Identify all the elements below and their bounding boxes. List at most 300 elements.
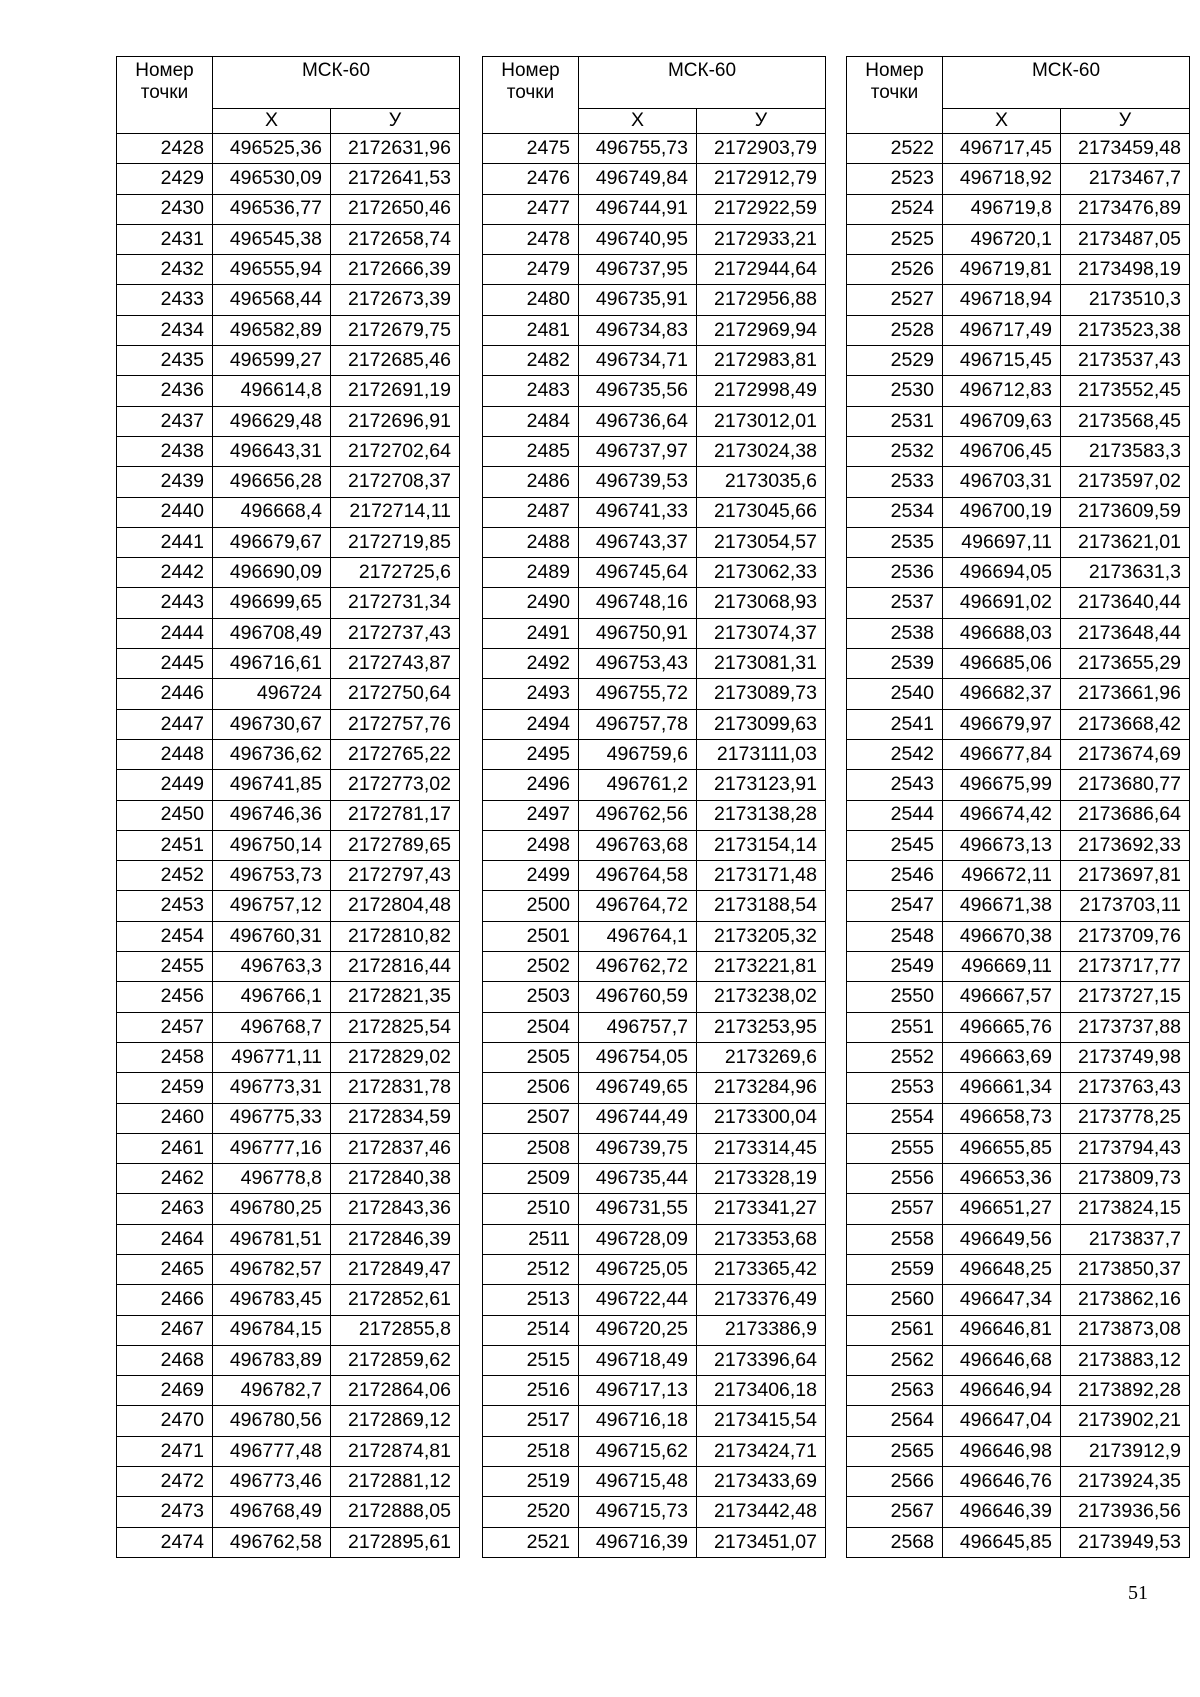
y-coordinate-cell: 2173924,35 bbox=[1061, 1467, 1190, 1497]
point-number-cell: 2456 bbox=[117, 982, 213, 1012]
y-coordinate-cell: 2173406,18 bbox=[697, 1376, 826, 1406]
table-row bbox=[847, 315, 1190, 345]
x-coordinate-cell: 496719,81 bbox=[943, 255, 1061, 285]
table-row bbox=[483, 1527, 826, 1557]
y-coordinate-cell: 2172843,36 bbox=[331, 1194, 460, 1224]
point-number-cell: 2502 bbox=[483, 952, 579, 982]
table-row bbox=[483, 436, 826, 466]
point-number-cell: 2470 bbox=[117, 1406, 213, 1436]
table-row bbox=[117, 497, 460, 527]
point-number-cell: 2468 bbox=[117, 1345, 213, 1375]
table-row bbox=[847, 346, 1190, 376]
x-coordinate-cell: 496762,72 bbox=[579, 952, 697, 982]
point-number-cell: 2566 bbox=[847, 1467, 943, 1497]
point-number-header bbox=[117, 57, 213, 134]
point-number-cell: 2540 bbox=[847, 679, 943, 709]
y-coordinate-cell: 2173062,33 bbox=[697, 558, 826, 588]
x-coordinate-cell: 496720,1 bbox=[943, 224, 1061, 254]
y-coordinate-cell: 2173205,32 bbox=[697, 921, 826, 951]
table-row bbox=[117, 558, 460, 588]
x-coordinate-cell: 496675,99 bbox=[943, 770, 1061, 800]
y-coordinate-cell: 2172998,49 bbox=[697, 376, 826, 406]
x-coordinate-cell: 496757,78 bbox=[579, 709, 697, 739]
y-coordinate-cell: 2173081,31 bbox=[697, 649, 826, 679]
table-row bbox=[483, 376, 826, 406]
page-number: 51 bbox=[1128, 1582, 1148, 1604]
y-coordinate-cell: 2172834,59 bbox=[331, 1103, 460, 1133]
y-coordinate-cell: 2173154,14 bbox=[697, 830, 826, 860]
x-coordinate-cell: 496674,42 bbox=[943, 800, 1061, 830]
x-coordinate-cell: 496663,69 bbox=[943, 1042, 1061, 1072]
x-coordinate-cell: 496784,15 bbox=[213, 1315, 331, 1345]
point-number-cell: 2535 bbox=[847, 527, 943, 557]
x-coordinate-cell: 496735,44 bbox=[579, 1164, 697, 1194]
x-coordinate-cell: 496646,68 bbox=[943, 1345, 1061, 1375]
point-number-cell: 2506 bbox=[483, 1073, 579, 1103]
point-number-cell: 2440 bbox=[117, 497, 213, 527]
y-coordinate-cell: 2173902,21 bbox=[1061, 1406, 1190, 1436]
table-row bbox=[847, 952, 1190, 982]
y-coordinate-cell: 2172969,94 bbox=[697, 315, 826, 345]
x-coordinate-cell: 496670,38 bbox=[943, 921, 1061, 951]
table-row bbox=[483, 952, 826, 982]
table-row bbox=[847, 1103, 1190, 1133]
x-coordinate-cell: 496741,33 bbox=[579, 497, 697, 527]
point-number-cell: 2513 bbox=[483, 1285, 579, 1315]
point-number-cell: 2465 bbox=[117, 1254, 213, 1284]
y-coordinate-cell: 2172731,34 bbox=[331, 588, 460, 618]
point-number-label: Номер точки bbox=[501, 60, 560, 103]
point-number-cell: 2497 bbox=[483, 800, 579, 830]
point-number-cell: 2555 bbox=[847, 1133, 943, 1163]
y-coordinate-cell: 2173074,37 bbox=[697, 618, 826, 648]
x-coordinate-cell: 496718,94 bbox=[943, 285, 1061, 315]
y-coordinate-cell: 2173583,3 bbox=[1061, 436, 1190, 466]
y-coordinate-cell: 2172895,61 bbox=[331, 1527, 460, 1557]
x-coordinate-cell: 496649,56 bbox=[943, 1224, 1061, 1254]
point-number-cell: 2429 bbox=[117, 164, 213, 194]
table-row bbox=[847, 891, 1190, 921]
table-row bbox=[483, 830, 826, 860]
table-row bbox=[847, 770, 1190, 800]
y-coordinate-cell: 2172859,62 bbox=[331, 1345, 460, 1375]
y-coordinate-cell: 2172702,64 bbox=[331, 436, 460, 466]
y-coordinate-cell: 2173892,28 bbox=[1061, 1376, 1190, 1406]
table-row bbox=[117, 770, 460, 800]
y-coordinate-cell: 2172933,21 bbox=[697, 224, 826, 254]
y-coordinate-cell: 2173862,16 bbox=[1061, 1285, 1190, 1315]
y-coordinate-cell: 2172691,19 bbox=[331, 376, 460, 406]
point-number-cell: 2446 bbox=[117, 679, 213, 709]
table-row bbox=[847, 1194, 1190, 1224]
point-number-header bbox=[847, 57, 943, 134]
x-coordinate-cell: 496655,85 bbox=[943, 1133, 1061, 1163]
x-coordinate-cell: 496555,94 bbox=[213, 255, 331, 285]
table-row bbox=[847, 1224, 1190, 1254]
x-coordinate-cell: 496735,91 bbox=[579, 285, 697, 315]
point-number-cell: 2448 bbox=[117, 739, 213, 769]
x-coordinate-cell: 496668,4 bbox=[213, 497, 331, 527]
point-number-cell: 2484 bbox=[483, 406, 579, 436]
x-coordinate-cell: 496745,64 bbox=[579, 558, 697, 588]
table-row bbox=[117, 1527, 460, 1557]
table-row bbox=[847, 1164, 1190, 1194]
x-coordinate-cell: 496741,85 bbox=[213, 770, 331, 800]
point-number-cell: 2560 bbox=[847, 1285, 943, 1315]
y-coordinate-cell: 2173949,53 bbox=[1061, 1527, 1190, 1557]
y-coordinate-cell: 2173328,19 bbox=[697, 1164, 826, 1194]
x-coordinate-cell: 496740,95 bbox=[579, 224, 697, 254]
point-number-cell: 2452 bbox=[117, 861, 213, 891]
table-row bbox=[847, 1315, 1190, 1345]
y-coordinate-cell: 2172983,81 bbox=[697, 346, 826, 376]
table-row bbox=[847, 1497, 1190, 1527]
point-number-cell: 2519 bbox=[483, 1467, 579, 1497]
y-coordinate-cell: 2172869,12 bbox=[331, 1406, 460, 1436]
point-number-cell: 2503 bbox=[483, 982, 579, 1012]
x-coordinate-cell: 496715,45 bbox=[943, 346, 1061, 376]
x-coordinate-cell: 496725,05 bbox=[579, 1254, 697, 1284]
table-row bbox=[117, 891, 460, 921]
table-row bbox=[847, 1042, 1190, 1072]
point-number-cell: 2459 bbox=[117, 1073, 213, 1103]
point-number-cell: 2563 bbox=[847, 1376, 943, 1406]
y-coordinate-cell: 2173188,54 bbox=[697, 891, 826, 921]
table-row bbox=[117, 1315, 460, 1345]
y-coordinate-cell: 2173668,42 bbox=[1061, 709, 1190, 739]
coordinates-table-2 bbox=[482, 56, 826, 1558]
y-coordinate-cell: 2173621,01 bbox=[1061, 527, 1190, 557]
y-coordinate-cell: 2172658,74 bbox=[331, 224, 460, 254]
x-coordinate-cell: 496715,62 bbox=[579, 1436, 697, 1466]
point-number-cell: 2541 bbox=[847, 709, 943, 739]
table-row bbox=[847, 618, 1190, 648]
point-number-cell: 2462 bbox=[117, 1164, 213, 1194]
x-coordinate-cell: 496706,45 bbox=[943, 436, 1061, 466]
y-coordinate-cell: 2172714,11 bbox=[331, 497, 460, 527]
point-number-cell: 2533 bbox=[847, 467, 943, 497]
table-row bbox=[847, 1436, 1190, 1466]
point-number-cell: 2492 bbox=[483, 649, 579, 679]
y-coordinate-cell: 2172631,96 bbox=[331, 134, 460, 164]
x-coordinate-cell: 496646,76 bbox=[943, 1467, 1061, 1497]
y-coordinate-cell: 2173568,45 bbox=[1061, 406, 1190, 436]
table-row bbox=[847, 709, 1190, 739]
x-coordinate-cell: 496718,92 bbox=[943, 164, 1061, 194]
coordinate-system-header: МСК-60 bbox=[943, 57, 1190, 109]
x-coordinate-cell: 496697,11 bbox=[943, 527, 1061, 557]
x-coordinate-cell: 496749,84 bbox=[579, 164, 697, 194]
table-row bbox=[847, 649, 1190, 679]
table-row bbox=[847, 164, 1190, 194]
x-coordinate-cell: 496677,84 bbox=[943, 739, 1061, 769]
x-coordinate-cell: 496646,94 bbox=[943, 1376, 1061, 1406]
coordinate-system-header: МСК-60 bbox=[579, 57, 826, 109]
x-coordinate-cell: 496690,09 bbox=[213, 558, 331, 588]
x-coordinate-cell: 496682,37 bbox=[943, 679, 1061, 709]
table-row bbox=[117, 1012, 460, 1042]
x-coordinate-cell: 496671,38 bbox=[943, 891, 1061, 921]
point-number-cell: 2527 bbox=[847, 285, 943, 315]
x-coordinate-cell: 496781,51 bbox=[213, 1224, 331, 1254]
x-coordinate-cell: 496712,83 bbox=[943, 376, 1061, 406]
y-coordinate-cell: 2172789,65 bbox=[331, 830, 460, 860]
point-number-cell: 2432 bbox=[117, 255, 213, 285]
y-column-header: У bbox=[331, 109, 460, 134]
point-number-cell: 2545 bbox=[847, 830, 943, 860]
y-coordinate-cell: 2172737,43 bbox=[331, 618, 460, 648]
x-coordinate-cell: 496653,36 bbox=[943, 1164, 1061, 1194]
point-number-cell: 2523 bbox=[847, 164, 943, 194]
x-coordinate-cell: 496762,56 bbox=[579, 800, 697, 830]
table-row bbox=[483, 679, 826, 709]
x-coordinate-cell: 496753,73 bbox=[213, 861, 331, 891]
point-number-cell: 2444 bbox=[117, 618, 213, 648]
table-row bbox=[117, 588, 460, 618]
table-row bbox=[483, 134, 826, 164]
x-coordinate-cell: 496754,05 bbox=[579, 1042, 697, 1072]
y-coordinate-cell: 2173850,37 bbox=[1061, 1254, 1190, 1284]
table-row bbox=[117, 1345, 460, 1375]
y-coordinate-cell: 2173284,96 bbox=[697, 1073, 826, 1103]
point-number-cell: 2520 bbox=[483, 1497, 579, 1527]
x-coordinate-cell: 496673,13 bbox=[943, 830, 1061, 860]
x-coordinate-cell: 496699,65 bbox=[213, 588, 331, 618]
table-row bbox=[483, 1315, 826, 1345]
point-number-cell: 2522 bbox=[847, 134, 943, 164]
x-coordinate-cell: 496780,56 bbox=[213, 1406, 331, 1436]
y-coordinate-cell: 2173778,25 bbox=[1061, 1103, 1190, 1133]
x-coordinate-cell: 496647,34 bbox=[943, 1285, 1061, 1315]
point-number-cell: 2428 bbox=[117, 134, 213, 164]
y-coordinate-cell: 2173451,07 bbox=[697, 1527, 826, 1557]
table-row bbox=[117, 406, 460, 436]
y-coordinate-cell: 2173697,81 bbox=[1061, 861, 1190, 891]
y-coordinate-cell: 2173510,3 bbox=[1061, 285, 1190, 315]
table-row bbox=[847, 1285, 1190, 1315]
x-coordinate-cell: 496750,14 bbox=[213, 830, 331, 860]
table-row bbox=[483, 527, 826, 557]
y-coordinate-cell: 2173459,48 bbox=[1061, 134, 1190, 164]
x-coordinate-cell: 496665,76 bbox=[943, 1012, 1061, 1042]
x-coordinate-cell: 496731,55 bbox=[579, 1194, 697, 1224]
point-number-cell: 2496 bbox=[483, 770, 579, 800]
y-coordinate-cell: 2173238,02 bbox=[697, 982, 826, 1012]
x-coordinate-cell: 496672,11 bbox=[943, 861, 1061, 891]
y-coordinate-cell: 2173763,43 bbox=[1061, 1073, 1190, 1103]
point-number-cell: 2557 bbox=[847, 1194, 943, 1224]
point-number-cell: 2435 bbox=[117, 346, 213, 376]
point-number-cell: 2493 bbox=[483, 679, 579, 709]
x-coordinate-cell: 496736,64 bbox=[579, 406, 697, 436]
table-row bbox=[483, 406, 826, 436]
point-number-cell: 2491 bbox=[483, 618, 579, 648]
y-coordinate-cell: 2172821,35 bbox=[331, 982, 460, 1012]
y-coordinate-cell: 2173717,77 bbox=[1061, 952, 1190, 982]
table-row bbox=[117, 467, 460, 497]
point-number-cell: 2469 bbox=[117, 1376, 213, 1406]
point-number-cell: 2431 bbox=[117, 224, 213, 254]
x-coordinate-cell: 496762,58 bbox=[213, 1527, 331, 1557]
table-row bbox=[117, 527, 460, 557]
y-coordinate-cell: 2172829,02 bbox=[331, 1042, 460, 1072]
table-row bbox=[847, 1376, 1190, 1406]
y-coordinate-cell: 2173353,68 bbox=[697, 1224, 826, 1254]
point-number-cell: 2510 bbox=[483, 1194, 579, 1224]
x-coordinate-cell: 496688,03 bbox=[943, 618, 1061, 648]
point-number-cell: 2544 bbox=[847, 800, 943, 830]
point-number-cell: 2436 bbox=[117, 376, 213, 406]
y-column-header: У bbox=[1061, 109, 1190, 134]
x-coordinate-cell: 496718,49 bbox=[579, 1345, 697, 1375]
table-row bbox=[483, 194, 826, 224]
y-coordinate-cell: 2172679,75 bbox=[331, 315, 460, 345]
x-coordinate-cell: 496783,89 bbox=[213, 1345, 331, 1375]
point-number-cell: 2534 bbox=[847, 497, 943, 527]
point-number-cell: 2451 bbox=[117, 830, 213, 860]
x-coordinate-cell: 496679,67 bbox=[213, 527, 331, 557]
table-row bbox=[483, 982, 826, 1012]
point-number-cell: 2518 bbox=[483, 1436, 579, 1466]
x-coordinate-cell: 496764,72 bbox=[579, 891, 697, 921]
coordinate-system-header: МСК-60 bbox=[213, 57, 460, 109]
point-number-cell: 2516 bbox=[483, 1376, 579, 1406]
y-coordinate-cell: 2173386,9 bbox=[697, 1315, 826, 1345]
point-number-cell: 2512 bbox=[483, 1254, 579, 1284]
point-number-cell: 2490 bbox=[483, 588, 579, 618]
x-coordinate-cell: 496715,73 bbox=[579, 1497, 697, 1527]
table-row bbox=[117, 1467, 460, 1497]
point-number-cell: 2564 bbox=[847, 1406, 943, 1436]
x-coordinate-cell: 496750,91 bbox=[579, 618, 697, 648]
y-coordinate-cell: 2172673,39 bbox=[331, 285, 460, 315]
y-coordinate-cell: 2173476,89 bbox=[1061, 194, 1190, 224]
point-number-cell: 2450 bbox=[117, 800, 213, 830]
x-coordinate-cell: 496749,65 bbox=[579, 1073, 697, 1103]
table-row bbox=[483, 861, 826, 891]
table-row bbox=[847, 1012, 1190, 1042]
point-number-cell: 2474 bbox=[117, 1527, 213, 1557]
point-number-cell: 2498 bbox=[483, 830, 579, 860]
x-coordinate-cell: 496773,46 bbox=[213, 1467, 331, 1497]
table-row bbox=[117, 1042, 460, 1072]
y-coordinate-cell: 2173686,64 bbox=[1061, 800, 1190, 830]
point-number-cell: 2486 bbox=[483, 467, 579, 497]
point-number-cell: 2457 bbox=[117, 1012, 213, 1042]
y-coordinate-cell: 2172852,61 bbox=[331, 1285, 460, 1315]
table-row bbox=[483, 285, 826, 315]
table-row bbox=[847, 134, 1190, 164]
table-row bbox=[117, 134, 460, 164]
x-coordinate-cell: 496763,3 bbox=[213, 952, 331, 982]
y-coordinate-cell: 2173609,59 bbox=[1061, 497, 1190, 527]
x-coordinate-cell: 496777,16 bbox=[213, 1133, 331, 1163]
x-coordinate-cell: 496536,77 bbox=[213, 194, 331, 224]
table-row bbox=[483, 1224, 826, 1254]
table-row bbox=[117, 436, 460, 466]
point-number-cell: 2472 bbox=[117, 1467, 213, 1497]
x-coordinate-cell: 496700,19 bbox=[943, 497, 1061, 527]
y-coordinate-cell: 2173467,7 bbox=[1061, 164, 1190, 194]
y-coordinate-cell: 2173523,38 bbox=[1061, 315, 1190, 345]
point-number-cell: 2499 bbox=[483, 861, 579, 891]
table-row bbox=[847, 830, 1190, 860]
y-coordinate-cell: 2172849,47 bbox=[331, 1254, 460, 1284]
x-coordinate-cell: 496717,45 bbox=[943, 134, 1061, 164]
table-row bbox=[117, 1254, 460, 1284]
point-number-cell: 2548 bbox=[847, 921, 943, 951]
point-number-cell: 2437 bbox=[117, 406, 213, 436]
table-row bbox=[483, 1254, 826, 1284]
table-row bbox=[483, 1345, 826, 1375]
y-coordinate-cell: 2173024,38 bbox=[697, 436, 826, 466]
table-row bbox=[117, 315, 460, 345]
x-coordinate-cell: 496739,75 bbox=[579, 1133, 697, 1163]
x-coordinate-cell: 496679,97 bbox=[943, 709, 1061, 739]
x-coordinate-cell: 496691,02 bbox=[943, 588, 1061, 618]
x-coordinate-cell: 496708,49 bbox=[213, 618, 331, 648]
point-number-cell: 2487 bbox=[483, 497, 579, 527]
x-coordinate-cell: 496771,11 bbox=[213, 1042, 331, 1072]
y-coordinate-cell: 2173424,71 bbox=[697, 1436, 826, 1466]
point-number-cell: 2556 bbox=[847, 1164, 943, 1194]
point-number-cell: 2554 bbox=[847, 1103, 943, 1133]
point-number-cell: 2495 bbox=[483, 739, 579, 769]
point-number-cell: 2447 bbox=[117, 709, 213, 739]
table-row bbox=[847, 467, 1190, 497]
table-row bbox=[483, 1194, 826, 1224]
table-row bbox=[483, 1376, 826, 1406]
point-number-cell: 2552 bbox=[847, 1042, 943, 1072]
x-coordinate-cell: 496766,1 bbox=[213, 982, 331, 1012]
y-coordinate-cell: 2172837,46 bbox=[331, 1133, 460, 1163]
point-number-cell: 2549 bbox=[847, 952, 943, 982]
point-number-cell: 2567 bbox=[847, 1497, 943, 1527]
point-number-cell: 2509 bbox=[483, 1164, 579, 1194]
table-row bbox=[847, 1345, 1190, 1375]
point-number-cell: 2433 bbox=[117, 285, 213, 315]
table-row bbox=[847, 497, 1190, 527]
point-number-cell: 2558 bbox=[847, 1224, 943, 1254]
point-number-cell: 2531 bbox=[847, 406, 943, 436]
y-coordinate-cell: 2173498,19 bbox=[1061, 255, 1190, 285]
y-coordinate-cell: 2173099,63 bbox=[697, 709, 826, 739]
point-number-cell: 2494 bbox=[483, 709, 579, 739]
table-row bbox=[483, 1133, 826, 1163]
point-number-cell: 2454 bbox=[117, 921, 213, 951]
table-row bbox=[117, 1164, 460, 1194]
table-row bbox=[483, 921, 826, 951]
y-coordinate-cell: 2172650,46 bbox=[331, 194, 460, 224]
point-number-cell: 2466 bbox=[117, 1285, 213, 1315]
y-coordinate-cell: 2172903,79 bbox=[697, 134, 826, 164]
point-number-cell: 2562 bbox=[847, 1345, 943, 1375]
table-row bbox=[847, 982, 1190, 1012]
x-coordinate-cell: 496648,25 bbox=[943, 1254, 1061, 1284]
point-number-cell: 2460 bbox=[117, 1103, 213, 1133]
y-coordinate-cell: 2172810,82 bbox=[331, 921, 460, 951]
point-number-cell: 2458 bbox=[117, 1042, 213, 1072]
y-coordinate-cell: 2172956,88 bbox=[697, 285, 826, 315]
y-coordinate-cell: 2172757,76 bbox=[331, 709, 460, 739]
table-row bbox=[483, 255, 826, 285]
table-row bbox=[847, 1133, 1190, 1163]
point-number-cell: 2489 bbox=[483, 558, 579, 588]
y-coordinate-cell: 2172719,85 bbox=[331, 527, 460, 557]
x-coordinate-cell: 496730,67 bbox=[213, 709, 331, 739]
table-row bbox=[117, 952, 460, 982]
table-row bbox=[483, 649, 826, 679]
